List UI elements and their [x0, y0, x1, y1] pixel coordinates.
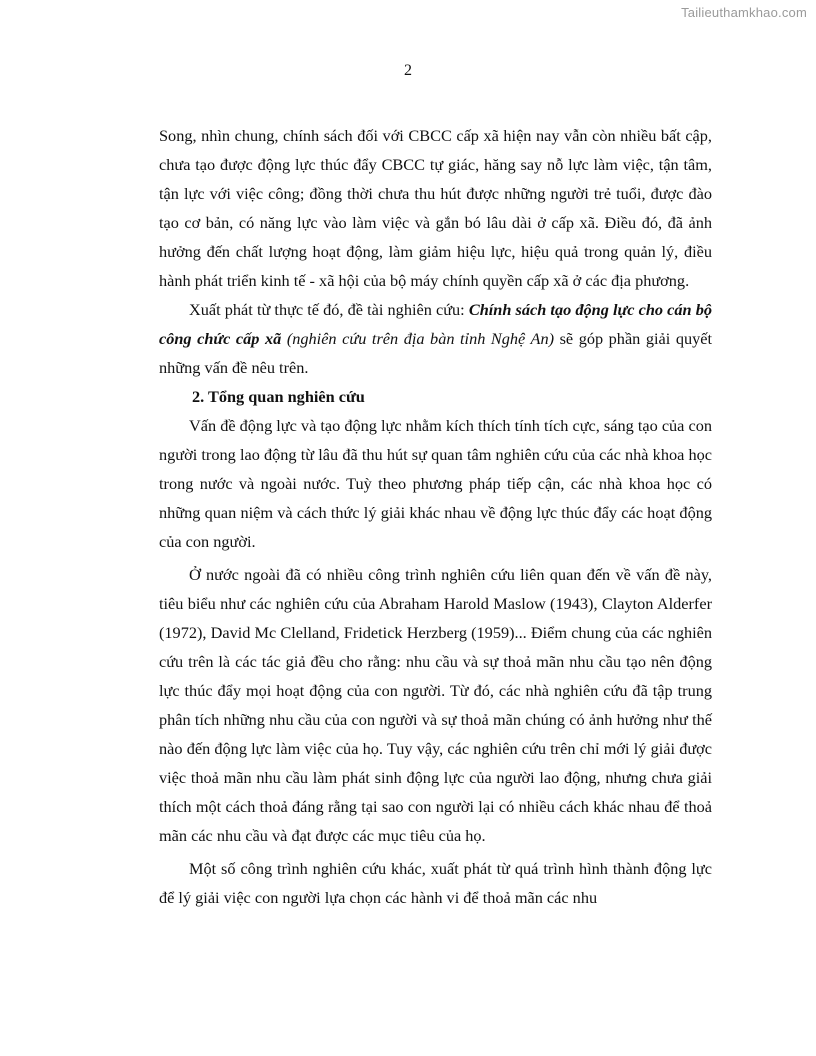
- topic-title: Chính sách tạo động lực cho cán bộ công chức cấp xã: [159, 300, 712, 348]
- document-body: [159, 121, 712, 912]
- paragraph-foreign-studies: Ở nước ngoài đã có nhiều công trình nghiên cứu liên quan đến về vấn đề này, tiêu biểu như các nghiên cứu của Abraham Harold Maslow (1943), Clayton Alderfer (1972), David Mc Clelland, Fridetick Herzberg (1959)... Điểm chung của các nghiên cứu trên là các tác giả đều cho rằng: nhu cầu và sự thoả mãn nhu cầu tạo nên động lực thúc đẩy mọi hoạt động của con người. Từ đó, các nhà nghiên cứu đã tập trung phân tích những nhu cầu của con người và sự thoả mãn chúng có ảnh hưởng như thế nào đến động lực làm việc của họ. Tuy vậy, các nghiên cứu trên chỉ mới lý giải được việc thoả mãn nhu cầu làm phát sinh động lực của người lao động, nhưng chưa giải thích một cách thoả đáng rằng tại sao con người lại có nhiều cách khác nhau để thoả mãn các nhu cầu và đạt được các mục tiêu của họ.: [159, 565, 712, 845]
- page-number: 2: [404, 62, 412, 79]
- paragraph-research-topic: [159, 295, 712, 382]
- paragraph-motivation-overview: Vấn đề động lực và tạo động lực nhằm kích thích tính tích cực, sáng tạo của con người trong lao động từ lâu đã thu hút sự quan tâm nghiên cứu của các nhà khoa học trong nước và ngoài nước. Tuỳ theo phương pháp tiếp cận, các nhà khoa học có những quan niệm và cách thức lý giải khác nhau về động lực thúc đẩy các hoạt động của con người.: [159, 416, 712, 551]
- paragraph-policy-shortcomings: Song, nhìn chung, chính sách đối với CBCC cấp xã hiện nay vẫn còn nhiều bất cập, chưa tạo được động lực thúc đẩy CBCC tự giác, hăng say nỗ lực làm việc, tận tâm, tận lực với việc công; đồng thời chưa thu hút được những người trẻ tuổi, được đào tạo cơ bản, có năng lực vào làm việc và gắn bó lâu dài ở cấp xã. Điều đó, đã ảnh hưởng đến chất lượng hoạt động, làm giảm hiệu lực, hiệu quả trong quản lý, điều hành phát triển kinh tế - xã hội của bộ máy chính quyền cấp xã ở các địa phương.: [159, 126, 712, 290]
- topic-end-text: sẽ góp phần giải quyết những vấn đề nêu trên.: [159, 329, 713, 377]
- topic-scope: (nghiên cứu trên địa bàn tỉnh Nghệ An): [281, 329, 555, 348]
- watermark: Tailieuthamkhao.com: [681, 5, 807, 20]
- section-heading-literature-review: 2. Tổng quan nghiên cứu: [192, 387, 365, 406]
- paragraph-other-studies: Một số công trình nghiên cứu khác, xuất phát từ quá trình hình thành động lực để lý giải việc con người lựa chọn các hành vi để thoả mãn các nhu: [159, 859, 712, 907]
- topic-intro-text: Xuất phát từ thực tế đó, đề tài nghiên cứu:: [189, 300, 469, 319]
